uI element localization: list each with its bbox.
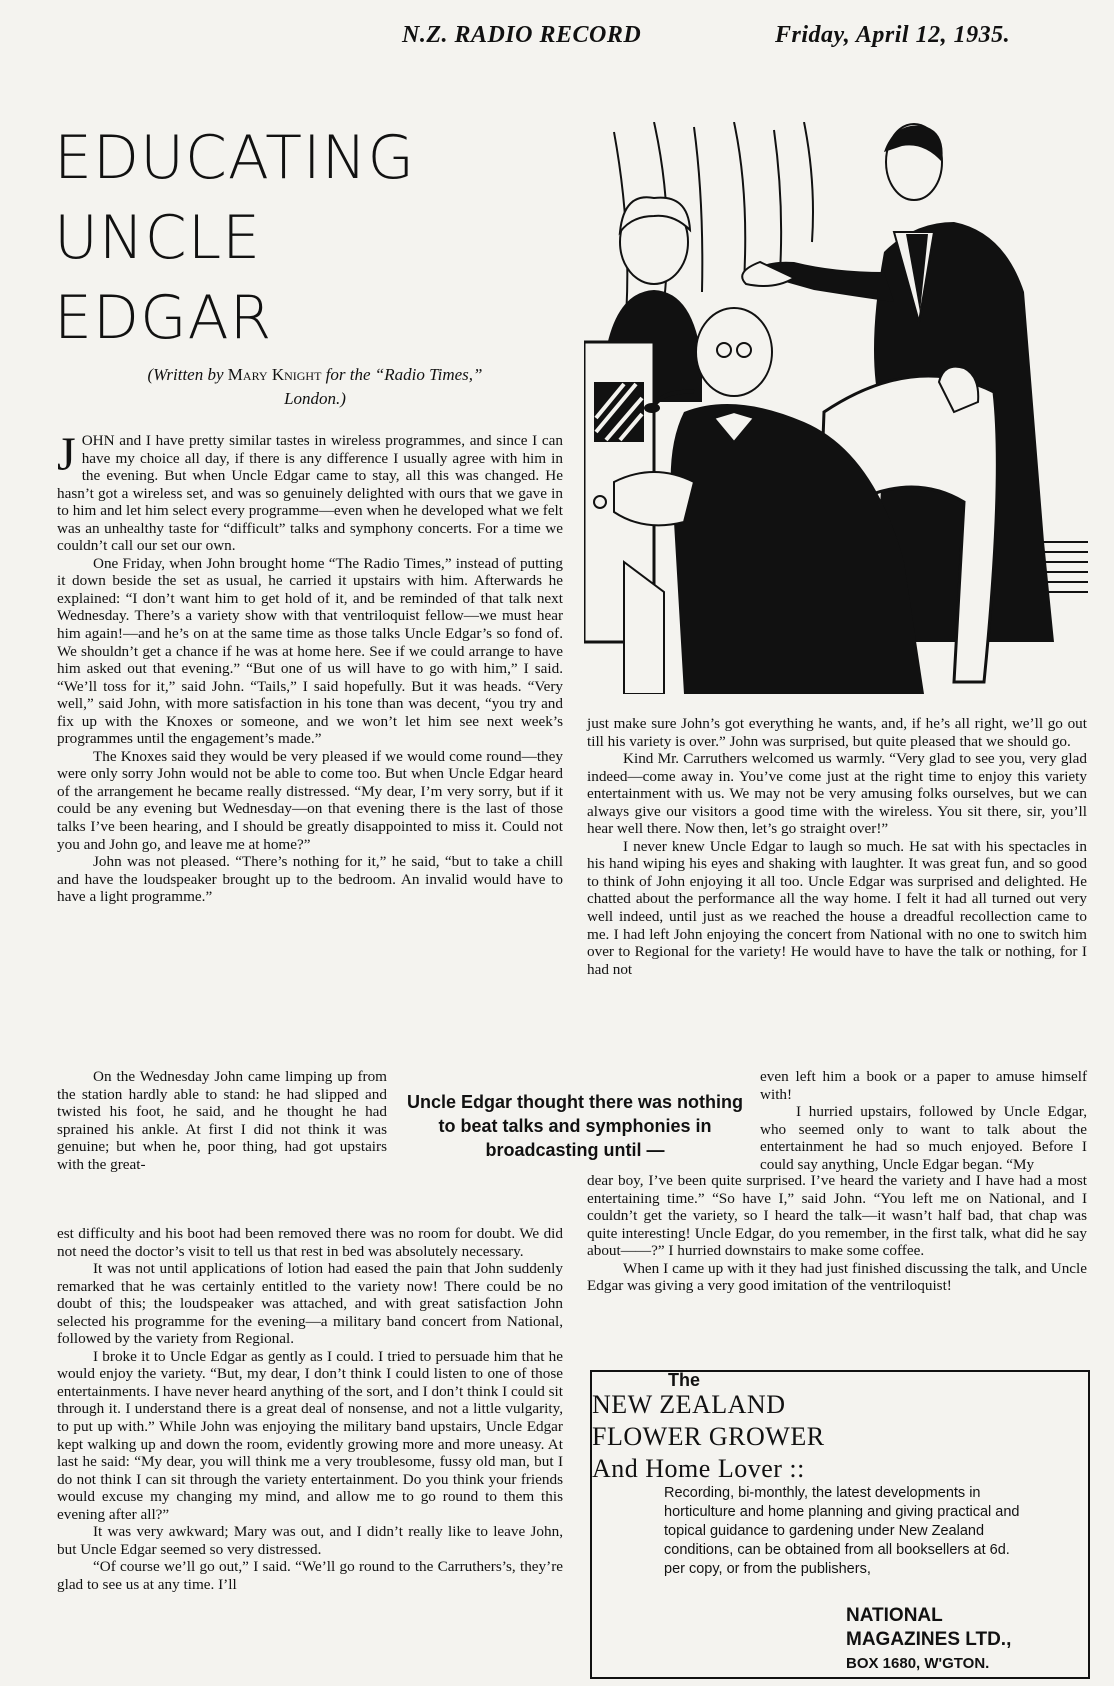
article-column-2-narrow <box>760 1068 1087 1173</box>
article-paragraph: I never knew Uncle Edgar to laugh so much. He sat with his spectacles in his hand wiping his eyes and shaking with laughter. It was great fun, and so good to think of John enjoying it all too. Uncle Edgar was surprised and delighted. He chatted about the performance all the way home. I felt it had all turned out very well indeed, until just as we reached the house a dreadful recollection came to me. I had left John enjoying the concert from National with no one to switch him over to Regional for the variety! He would have to have the talk or nothing, for I had not <box>587 837 1087 978</box>
title-line: UNCLE <box>54 203 262 273</box>
issue-date: Friday, April 12, 1935. <box>775 22 1011 48</box>
article-column-2-top <box>587 715 1087 978</box>
article-paragraph: even left him a book or a paper to amuse himself with! <box>760 1068 1087 1103</box>
ad-company-line: NATIONAL <box>846 1605 943 1626</box>
article-column-1-narrow <box>57 1068 387 1173</box>
cartoon-illustration <box>584 122 1088 694</box>
ad-body: Recording, bi-monthly, the latest developments in horticulture and home planning and giving practical and topical guidance to gardening under New Zealand conditions, can be obtained from all booksellers at 6d. per copy, or from the publishers, <box>664 1485 1020 1577</box>
article-column-1-top <box>57 428 563 906</box>
ad-title-line: And Home Lover :: <box>592 1454 805 1483</box>
byline-for-the: for the “Radio Times,” <box>325 365 483 384</box>
ad-company-line: MAGAZINES LTD., <box>846 1629 1012 1650</box>
article-paragraph: dear boy, I’ve been quite surprised. I’ve heard the variety and I have had a most entertaining time.” “So have I,” said John. “You left me on National, and I couldn’t get the variety, so I heard the talk—it wasn’t half bad, that chap was quite interesting! Uncle Edgar, do you remember, in the first talk, what did he say about——?” I hurried downstairs to make some coffee. <box>587 1172 1087 1260</box>
pull-quote: Uncle Edgar thought there was nothing to beat talks and symphonies in broadcasting until — <box>406 1092 743 1160</box>
byline <box>60 363 570 411</box>
article-paragraph: est difficulty and his boot had been removed there was no room for doubt. We did not need the doctor’s visit to tell us that rest in bed was absolutely necessary. <box>57 1225 563 1260</box>
ad-title-line: FLOWER GROWER <box>592 1422 825 1451</box>
article-paragraph: On the Wednesday John came limping up from the station hardly able to stand: he had slipped and twisted his foot, he said, and he thought he had sprained his ankle. At first I did not think it was genuine; but when he, poor thing, had got upstairs with the great- <box>57 1068 387 1173</box>
article-paragraph: I broke it to Uncle Edgar as gently as I could. I tried to persuade him that he would enjoy the variety. “But, my dear, I don’t think I could listen to one of those entertainments. I have never heard anything of the sort, and I don’t think I could sit through it. I understand there is a great deal of nonsense, and not a little vulgarity, to put up with.” While John was enjoying the military band upstairs, Uncle Edgar kept walking up and down the room, evidently growing more and more uneasy. At last he said: “My dear, you will think me a very troublesome, fussy old man, but I do not think I can sit through the variety entertainment. Do you think your friends would excuse my changing my mind, and allow me to go round to them this evening after all?” <box>57 1347 563 1523</box>
ad-the: The <box>668 1370 701 1390</box>
byline-city: London.) <box>284 389 346 408</box>
article-column-2-bottom <box>587 1172 1087 1295</box>
article-paragraph: JOHN and I have pretty similar tastes in wireless programmes, and since I can have my choice all day, if there is any difference I usually agree with him in the evening. But when Uncle Edgar came to stay, all this was changed. He hasn’t got a wireless set, and was so genuinely delighted with ours that we gave in to him and let him select every programme—even when he developed what we felt was an unhealthy taste for “difficult” talks and symphony concerts. For a time we couldn’t call our set our own. <box>57 428 563 555</box>
byline-author: Mary Knight <box>227 365 322 384</box>
article-paragraph: “Of course we’ll go out,” I said. “We’ll go round to the Carruthers’s, they’re glad to see us at any time. I’ll <box>57 1558 563 1593</box>
article-paragraph: Kind Mr. Carruthers welcomed us warmly. “Very glad to see you, very glad indeed—come away in. You’ve come just at the right time to enjoy this variety entertainment with us. We may not be very amusing folks ourselves, but we can always give our visitors a good time with the wireless. You sit there, sir, you’ll hear well there. Now then, let’s go straight over!” <box>587 750 1087 838</box>
ad-title-line: NEW ZEALAND <box>592 1390 786 1419</box>
publication-name: N.Z. RADIO RECORD <box>402 22 642 48</box>
article-paragraph: just make sure John’s got everything he wants, and, if he’s all right, we’ll go out till his variety is over.” John was surprised, but quite pleased that we should go. <box>587 715 1087 750</box>
article-paragraph: I hurried upstairs, followed by Uncle Edgar, who seemed only to want to talk about the entertainment he had so much enjoyed. Before I could say anything, Uncle Edgar began. “My <box>760 1103 1087 1173</box>
article-paragraph: The Knoxes said they would be very pleased if we would come round—they were only sorry John would not be able to come too. But when Uncle Edgar heard of the arrangement he became really distressed. “My dear, I’m very sorry, but if it could be any evening but Wednesday—on that evening there is the last of those talks I’ve been hearing, and I should be greatly disappointed to miss it. Could not you and John go, and leave me at home?” <box>57 747 563 853</box>
title-line: EDUCATING <box>54 123 416 193</box>
article-paragraph: One Friday, when John brought home “The Radio Times,” instead of putting it down beside the set as usual, he carried it upstairs with him. Afterwards he explained: “I don’t want him to get hold of it, and be reminded of that talk next Wednesday. There’s a variety show with that ventriloquist fellow—we must hear him again!—and he’s on at the same time as those talks Uncle Edgar’s so fond of. We shouldn’t get a chance if he was at home here. See if we could arrange to have him asked out that evening.” “But one of us will have to go with him,” I said. “We’ll toss for it,” said John. “Tails,” I said hopefully. But it was heads. “Very well,” said John, with more satisfaction in his tone than was decent, “you try and fix up with the Knoxes or someone, and we won’t let him see next week’s programmes until the engagement’s made.” <box>57 554 563 748</box>
drop-cap: J <box>57 428 76 481</box>
article-paragraph: It was very awkward; Mary was out, and I didn’t really like to leave John, but Uncle Edgar seemed so very distressed. <box>57 1523 563 1558</box>
ad-box-address: BOX 1680, W'GTON. <box>846 1655 990 1672</box>
byline-written-by: (Written by <box>147 365 224 384</box>
article-column-1-bottom <box>57 1225 563 1593</box>
ad-publisher <box>846 1604 1011 1676</box>
article-paragraph: John was not pleased. “There’s nothing for it,” he said, “but to take a chill and have the loudspeaker brought up to the bedroom. An invalid would have to have a light programme.” <box>57 853 563 906</box>
flower-grower-advertisement <box>590 1370 1090 1679</box>
article-paragraph: When I came up with it they had just finished discussing the talk, and Uncle Edgar was giving a very good imitation of the ventriloquist! <box>587 1259 1087 1295</box>
article-paragraph: It was not until applications of lotion had eased the pain that John suddenly remarked that he was certainly entitled to the variety now! There could be no doubt of this; the loudspeaker was attached, and with great satisfaction John selected his programme for the evening—a military band concert from National, followed by the variety from Regional. <box>57 1260 563 1348</box>
article-title <box>54 118 415 358</box>
title-line: EDGAR <box>54 283 273 353</box>
